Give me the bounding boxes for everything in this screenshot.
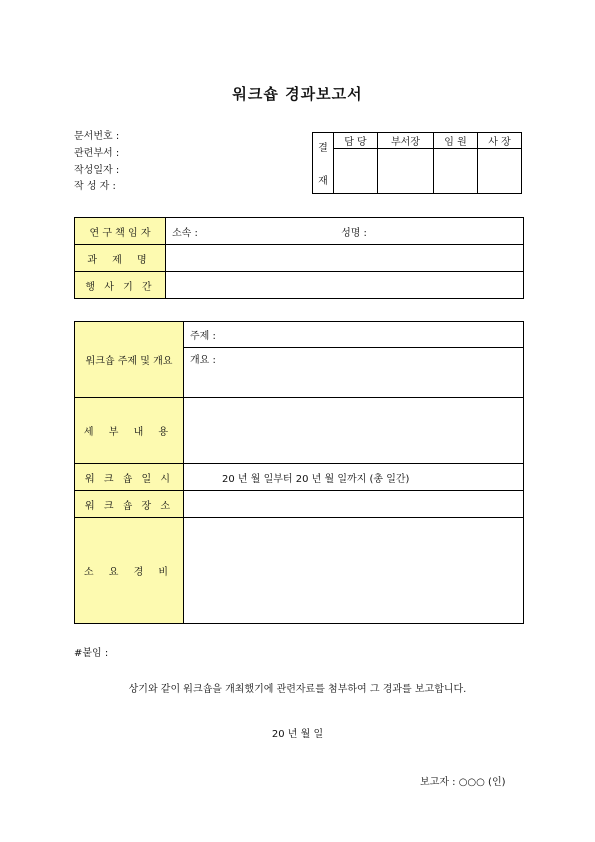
topic-field[interactable] (184, 322, 524, 348)
date-row-label: 워 크 숍 일 시 (75, 464, 184, 491)
attachment-label: #붙임 : (74, 648, 109, 659)
approval-header-staff: 담 당 (334, 133, 378, 149)
approval-side-char-1: 결 (318, 143, 328, 154)
topic-label: 워크숍 주제 및 개요 (75, 322, 184, 398)
workshop-date-field[interactable]: 20 년 월 일부터 20 년 월 일까지 (총 일간) (184, 464, 524, 491)
overview-prefix: 개요 : (190, 355, 216, 366)
reporter-signature: 보고자 : ○○○ (인) (420, 777, 506, 788)
approval-header-president: 사 장 (478, 133, 522, 149)
date-label: 작성일자 : (74, 165, 120, 176)
doc-number-label: 문서번호 : (74, 131, 120, 142)
approval-sign-manager[interactable] (377, 149, 433, 194)
approval-sign-staff[interactable] (334, 149, 378, 194)
topic-prefix: 주제 : (190, 331, 216, 342)
researcher-label: 연 구 책 임 자 (75, 218, 166, 245)
subject-field[interactable] (166, 245, 524, 272)
name-label: 성명 : (341, 227, 367, 239)
department-label: 관련부서 : (74, 148, 120, 159)
approval-box (312, 132, 522, 194)
report-date: 20 년 월 일 (271, 729, 324, 740)
affiliation-label: 소속 : (172, 227, 198, 239)
place-label: 워 크 숍 장 소 (75, 491, 184, 518)
page-title: 워크숍 경과보고서 (232, 85, 363, 103)
approval-sign-executive[interactable] (434, 149, 478, 194)
period-field[interactable] (166, 272, 524, 299)
info-table (74, 217, 524, 299)
approval-header-executive: 임 원 (434, 133, 478, 149)
approval-header-manager: 부서장 (377, 133, 433, 149)
workshop-table (74, 321, 524, 624)
cost-field[interactable] (184, 518, 524, 624)
report-statement: 상기와 같이 워크숍을 개최했기에 관련자료를 첨부하여 그 경과를 보고합니다. (128, 684, 467, 695)
period-label: 행 사 기 간 (75, 272, 166, 299)
approval-sign-president[interactable] (478, 149, 522, 194)
approval-side-char-2: 재 (318, 176, 328, 187)
author-label: 작 성 자 : (74, 181, 116, 192)
approval-side-label (313, 133, 334, 194)
subject-label: 과 제 명 (75, 245, 166, 272)
details-field[interactable] (184, 398, 524, 464)
overview-field[interactable] (184, 348, 524, 398)
cost-label: 소 요 경 비 (75, 518, 184, 624)
details-label: 세 부 내 용 (75, 398, 184, 464)
place-field[interactable] (184, 491, 524, 518)
researcher-field[interactable] (166, 218, 524, 245)
